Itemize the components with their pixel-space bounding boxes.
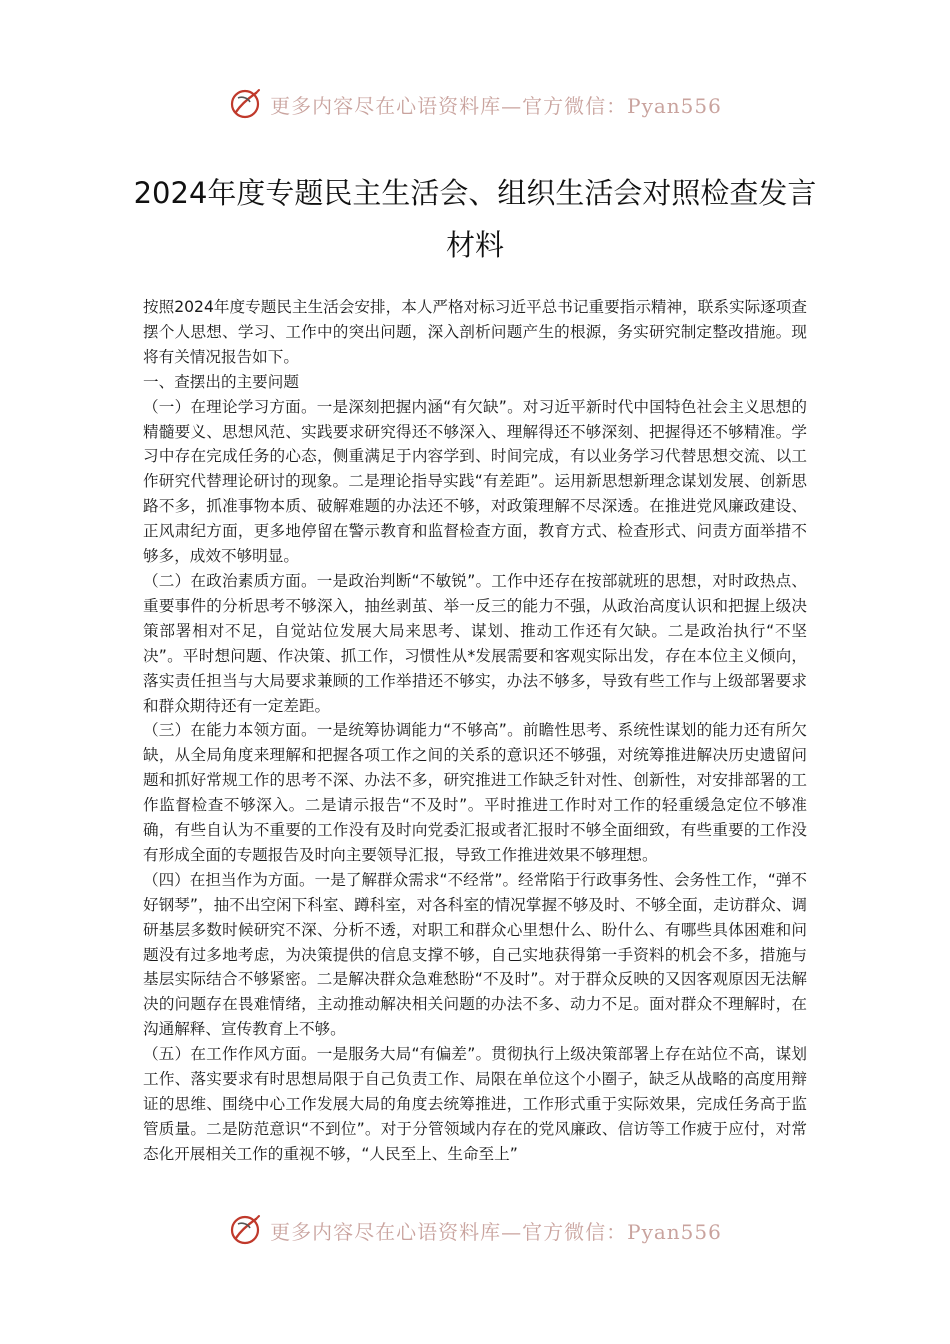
ability-paragraph: （三）在能力本领方面。一是统筹协调能力“不够高”。前瞻性思考、系统性谋划的能力还有所欠缺，从全局角度来理解和把握各项工作之间的关系的意识还不够强，对统筹推进解决历史遗留问题和抓好常规工作的思考不深、办法不多，研究推进工作缺乏针对性、创新性，对安排部署的工作监督检查不够深入。二是请示报告“不及时”。平时推进工作时对工作的轻重缓急定位不够准确，有些自认为不重要的工作没有及时向党委汇报或者汇报时不够全面细致，有些重要的工作没有形成全面的专题报告及时向主要领导汇报，导致工作推进效果不够理想。 [143,721,807,864]
work-style-paragraph: （五）在工作作风方面。一是服务大局“有偏差”。贯彻执行上级决策部署上存在站位不高，谋划工作、落实要求有时思想局限于自己负责工作、局限在单位这个小圈子，缺乏从战略的高度用辩证的思维、围绕中心工作发展大局的角度去统筹推进，工作形式重于实际效果，完成任务高于监管质量。二是防范意识“不到位”。对于分管领域内存在的党风廉政、信访等工作疲于应付，对常态化开展相关工作的重视不够，“人民至上、生命至上” [143,1045,807,1163]
header-watermark-text: 更多内容尽在心语资料库—官方微信：Pyan556 [270,93,722,118]
responsibility-paragraph: （四）在担当作为方面。一是了解群众需求“不经常”。经常陷于行政事务性、会务性工作，“弹不好钢琴”，抽不出空闲下科室、蹲科室，对各科室的情况掌握不够及时、不够全面，走访群众、调研基层多数时候研究不深、分析不透，对职工和群众心里想什么、盼什么、有哪些具体困难和问题没有过多地考虑，为决策提供的信息支撑不够，自己实地获得第一手资料的机会不多，措施与基层实际结合不够紧密。二是解决群众急难愁盼“不及时”。对于群众反映的又因客观原因无法解决的问题存在畏难情绪，主动推动解决相关问题的办法不多、动力不足。面对群众不理解时，在沟通解释、宣传教育上不够。 [143,870,807,1039]
theory-study-paragraph: （一）在理论学习方面。一是深刻把握内涵“有欠缺”。对习近平新时代中国特色社会主义思想的精髓要义、思想风范、实践要求研究得还不够深入、理解得还不够深刻、把握得还不够精准。学习中存在完成任务的心态，侧重满足于内容学到、时间完成，有以业务学习代替思想交流、以工作研究代替理论研讨的现象。二是理论指导实践“有差距”。运用新思想新理念谋划发展、创新思路不多，抓准事物本质、破解难题的办法还不够，对政策理解不尽深透。在推进党风廉政建设、正风肃纪方面，更多地停留在警示教育和监督检查方面，教育方式、检查形式、问责方面举措不够多，成效不够明显。 [143,397,807,566]
pen-logo-icon [228,86,264,122]
pen-logo-icon [228,1212,264,1248]
footer-watermark-text: 更多内容尽在心语资料库—官方微信：Pyan556 [270,1219,722,1244]
document-body [143,295,807,1167]
intro-paragraph: 按照2024年度专题民主生活会安排，本人严格对标习近平总书记重要指示精神，联系实际逐项查摆个人思想、学习、工作中的突出问题，深入剖析问题产生的根源，务实研究制定整改措施。现将有关情况报告如下。 [143,298,807,366]
document-title: 2024年度专题民主生活会、组织生活会对照检查发言材料 [133,176,817,263]
section-heading: 一、查摆出的主要问题 [143,372,299,391]
footer-watermark-banner [0,1210,950,1250]
political-quality-paragraph: （二）在政治素质方面。一是政治判断“不敏锐”。工作中还存在按部就班的思想，对时政热点、重要事件的分析思考不够深入，抽丝剥茧、举一反三的能力不强，从政治高度认识和把握上级决策部署相对不足，自觉站位发展大局来思考、谋划、推动工作还有欠缺。二是政治执行“不坚决”。平时想问题、作决策、抓工作，习惯性从*发展需要和客观实际出发，存在本位主义倾向，落实责任担当与大局要求兼顾的工作举措还不够实，办法不够多，导致有些工作与上级部署要求和群众期待还有一定差距。 [143,571,807,715]
header-watermark-banner [0,84,950,124]
